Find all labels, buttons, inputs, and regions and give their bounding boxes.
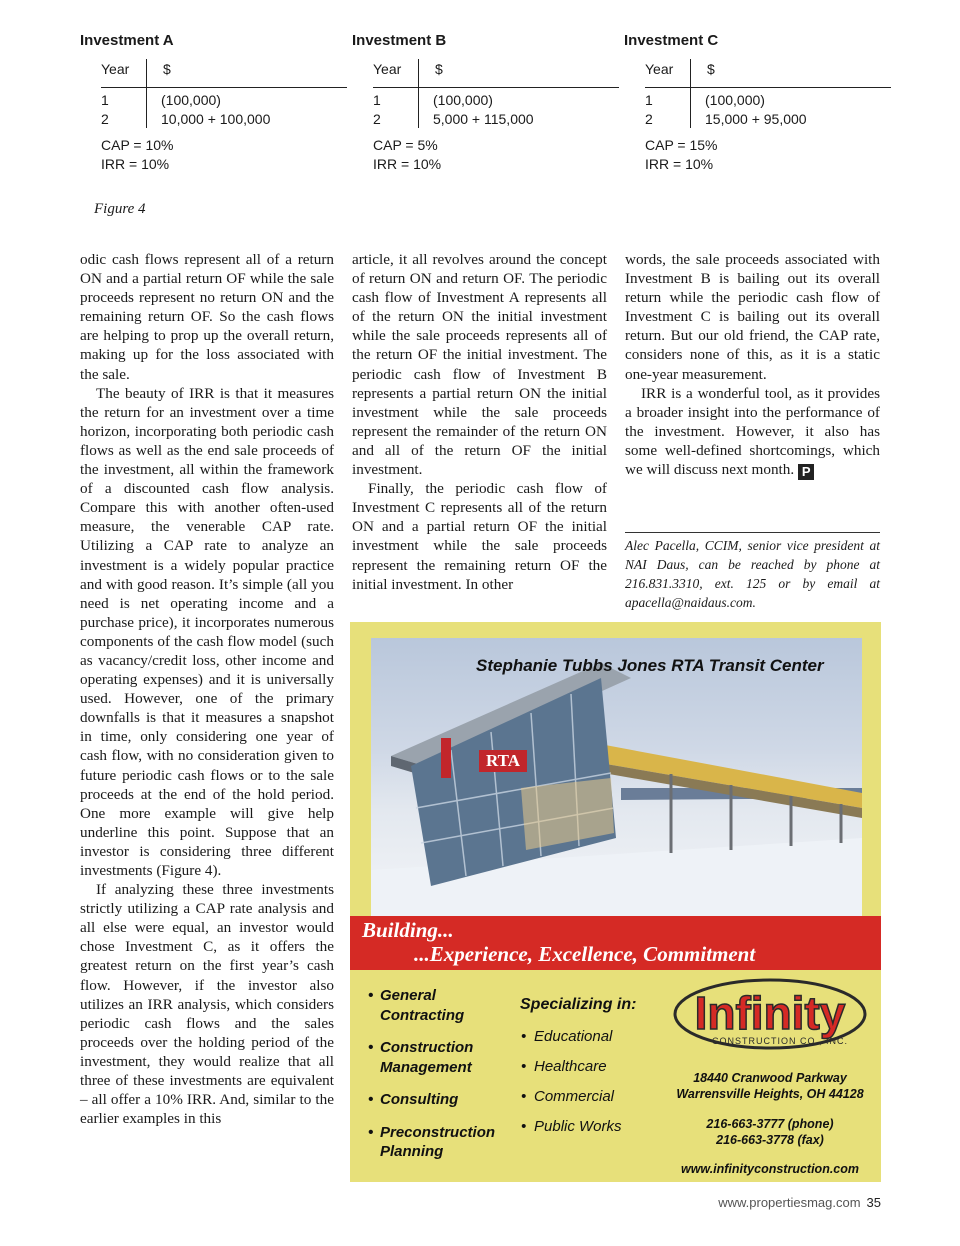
table-row (645, 92, 765, 108)
paragraph: article, it all revolves around the concept of return ON and return OF. The periodic cash flow of Investment A represents all of the return ON the initial investment while the sale proceeds represents all of the return OF the initial investment. The periodic cash flow of Investment B represents a partial return ON the initial investment while the sale proceeds represent the remainder of the return ON and all of the return OF the initial investment. (352, 251, 607, 479)
page-number: 35 (866, 1195, 881, 1210)
year-cell: 2 (645, 111, 653, 127)
table-header (101, 57, 347, 88)
year-header: Year (101, 61, 130, 77)
table-body (645, 88, 891, 128)
investment-title: Investment A (80, 32, 174, 49)
table-row (373, 92, 493, 108)
investment-c-table (623, 32, 873, 174)
year-cell: 2 (373, 111, 381, 127)
logo-subtitle: CONSTRUCTION CO., INC. (712, 1036, 848, 1046)
transit-center-illustration (371, 638, 862, 916)
irr-rate: IRR = 10% (101, 156, 170, 172)
paragraph: If analyzing these three investments strictly utilizing a CAP rate analysis and all else were equal, an investor would chose Investment C, as it offers the greatest return on the first year’s cash flow. However, if the investor also utilizes an IRR analysis, which considers periodic cash flows and the sales proceeds over the holding period of the investment, they would realize that all three of these investments are equivalent – all offer a 10% IRR. And, similar to the earlier examples in this (80, 881, 334, 1128)
year-header: Year (645, 61, 674, 77)
website-link[interactable]: www.infinityconstruction.com (680, 1162, 859, 1176)
paragraph: odic cash flows represent all of a return ON and a partial return OF while the sale proceeds represent no return ON and the remaining return OF. So the cash flows are helping to prop up the overall return, making up for the loss associated with the sale. (80, 251, 334, 383)
table-header (645, 57, 891, 88)
irr-rate: IRR = 10% (645, 156, 714, 172)
page-footer (718, 1195, 881, 1210)
paragraph: The beauty of IRR is that it measures the return for an investment over a time horizon, incorporating both periodic cash flows as well as the end sale proceeds of the investment, all within the framework of a discounted cash flow analysis. Compare this with another often-used measure, the venerable CAP rate. Utilizing a CAP rate to analyze an investment is a widely popular practice and with good reason. It’s simple (all you need is net operating income and a purchase price), it incorporates numerous components of the cash flow model (such as vacancy/credit loss, other income and operating expenses) and it is universally used. However, one of the primary downfalls is that it measures a snapshot in time, only considering one year of cash flow, with no consideration given to future periodic cash flows or to the sale proceeds at the end of the hold period. One more example will give help underline this point. Suppose that an investor is considering three different investments (Figure 4). (80, 384, 334, 879)
bio-divider (625, 532, 880, 533)
value-cell: 15,000 + 95,000 (705, 111, 807, 127)
paragraph-text: IRR is a wonderful tool, as it provides a broader insight into the performance of the investment. However, it also has some well-defined shortcomings, which we will discuss next month. (625, 384, 880, 479)
phone-number: 216-663-3777 (phone) (706, 1117, 834, 1131)
infinity-construction-ad (350, 622, 881, 1182)
investment-title: Investment B (352, 32, 447, 49)
article-column-2 (352, 250, 607, 594)
year-header: Year (373, 61, 402, 77)
list-item: • Educational (520, 1028, 636, 1045)
list-item: • Preconstruction Planning (368, 1123, 495, 1162)
banner-line-2: ...Experience, Excellence, Commitment (414, 942, 756, 966)
footer-site: www.propertiesmag.com (718, 1195, 861, 1210)
value-cell: 10,000 + 100,000 (161, 111, 271, 127)
logo-wordmark: Infinity (694, 987, 846, 1039)
column-divider (146, 59, 147, 87)
address-line: 18440 Cranwood Parkway (693, 1071, 847, 1085)
address-line: Warrensville Heights, OH 44128 (676, 1087, 864, 1101)
list-item: • Healthcare (520, 1058, 636, 1075)
table-row (101, 111, 270, 127)
ad-banner (350, 916, 881, 970)
article-column-3 (625, 250, 880, 480)
investment-a-table (79, 32, 329, 174)
year-cell: 1 (101, 92, 109, 108)
list-item: • Commercial (520, 1088, 636, 1105)
paragraph: Finally, the periodic cash flow of Investment C represents all of the return ON and a partial return OF the initial investment while the sale proceeds represent the remaining return OF the initial investment. In other (352, 480, 607, 593)
list-item: • Public Works (520, 1118, 636, 1135)
table-body (373, 88, 619, 128)
column-divider (690, 59, 691, 87)
table-header (373, 57, 619, 88)
specialties-list (520, 996, 636, 1148)
value-cell: (100,000) (161, 92, 221, 108)
investment-b-table (351, 32, 601, 174)
article-column-1 (80, 250, 334, 1128)
transit-center-photo (371, 638, 862, 916)
table-body (101, 88, 347, 128)
dollar-header: $ (163, 61, 171, 77)
services-list (368, 986, 495, 1175)
paragraph (625, 384, 880, 480)
value-cell: (100,000) (705, 92, 765, 108)
contact-block (650, 1070, 890, 1148)
table-row (101, 92, 221, 108)
paragraph: words, the sale proceeds associated with Investment B is bailing out its overall return while the periodic cash flow of Investment C is bailing out its overall return. But our old friend, the CAP rate, considers none of this, as it is a static one-year measurement. (625, 251, 880, 383)
author-bio: Alec Pacella, CCIM, senior vice president at NAI Daus, can be reached by phone at 216.831.3310, ext. 125 or by email at apacella@naidaus.com. (625, 538, 880, 610)
year-cell: 1 (645, 92, 653, 108)
figure-caption: Figure 4 (94, 201, 146, 217)
rta-sign: RTA (485, 751, 521, 770)
cap-rate: CAP = 5% (373, 137, 438, 153)
dollar-header: $ (435, 61, 443, 77)
cap-rate: CAP = 10% (101, 137, 174, 153)
banner-line-1: Building... (362, 918, 454, 942)
investment-title: Investment C (624, 32, 719, 49)
end-mark-icon: P (798, 464, 814, 480)
specialties-header: Specializing in: (520, 996, 637, 1013)
year-cell: 2 (101, 111, 109, 127)
column-divider (418, 59, 419, 87)
cap-rate: CAP = 15% (645, 137, 718, 153)
list-item: • Construction Management (368, 1038, 480, 1077)
value-cell: (100,000) (433, 92, 493, 108)
table-row (645, 111, 807, 127)
dollar-header: $ (707, 61, 715, 77)
infinity-logo (670, 974, 870, 1069)
ad-photo-title: Stephanie Tubbs Jones RTA Transit Center (476, 656, 824, 675)
irr-rate: IRR = 10% (373, 156, 442, 172)
fax-number: 216-663-3778 (fax) (716, 1133, 824, 1147)
table-row (373, 111, 534, 127)
year-cell: 1 (373, 92, 381, 108)
list-item: • Consulting (368, 1090, 495, 1110)
list-item: • General Contracting (368, 986, 460, 1025)
value-cell: 5,000 + 115,000 (433, 111, 534, 127)
